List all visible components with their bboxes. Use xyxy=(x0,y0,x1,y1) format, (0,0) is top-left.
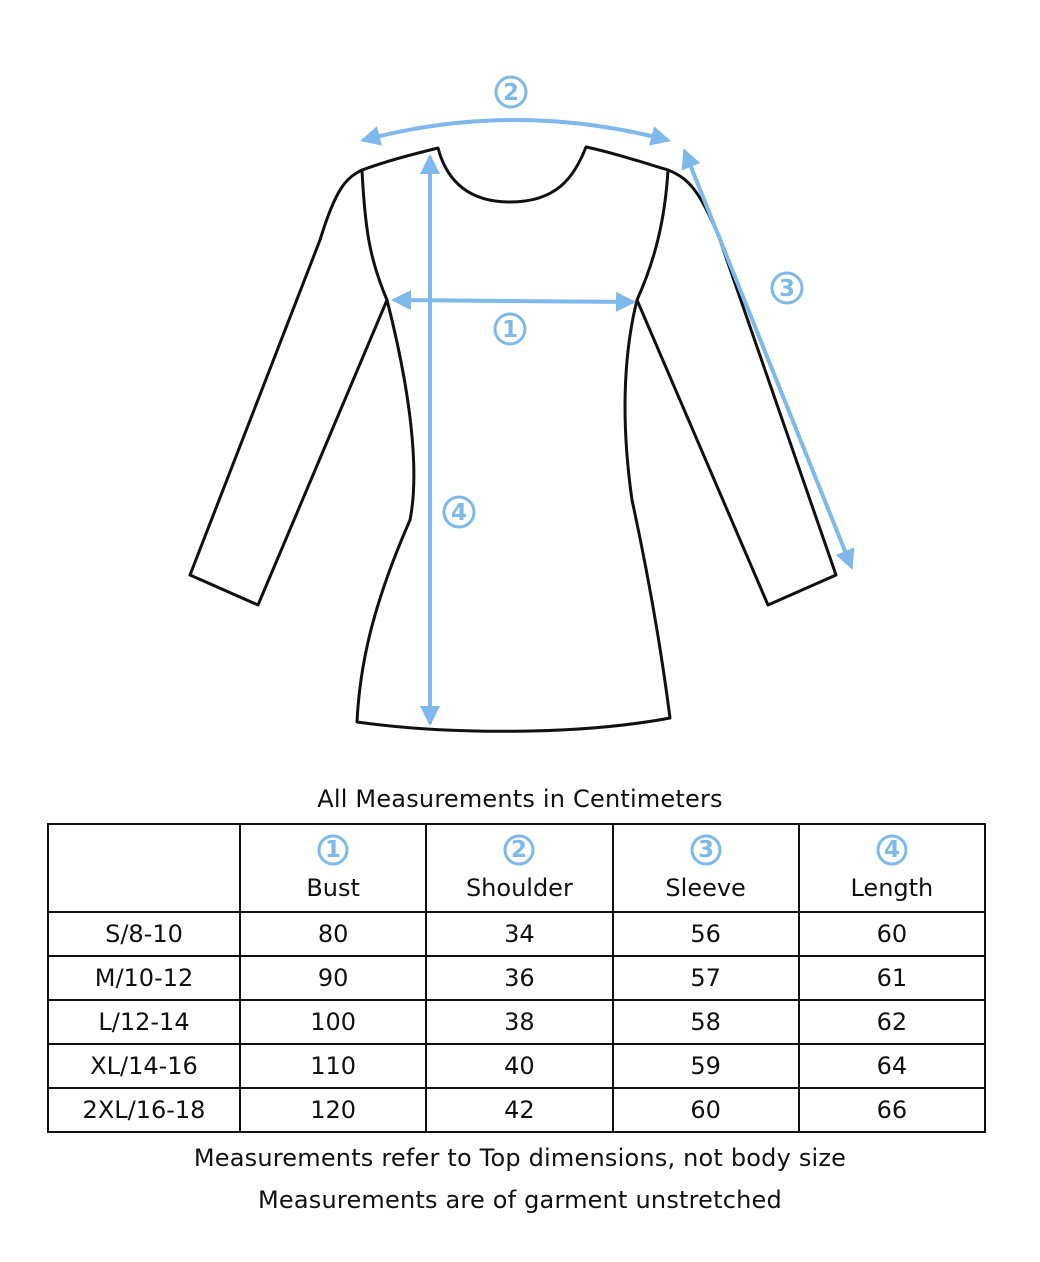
sleeve-cell: 57 xyxy=(613,956,799,1000)
marker-badge xyxy=(444,497,474,527)
length-cell: 61 xyxy=(799,956,985,1000)
svg-text:2: 2 xyxy=(511,837,528,863)
marker-1-icon xyxy=(316,833,350,867)
bust-cell: 100 xyxy=(240,1000,426,1044)
table-title: All Measurements in Centimeters xyxy=(317,785,723,813)
bust-cell: 110 xyxy=(240,1044,426,1088)
size-cell: S/8-10 xyxy=(48,912,240,956)
marker-4-icon xyxy=(875,833,909,867)
length-cell: 60 xyxy=(799,912,985,956)
header-sleeve-label: Sleeve xyxy=(665,874,746,902)
shoulder-cell: 40 xyxy=(426,1044,612,1088)
header-shoulder-label: Shoulder xyxy=(465,874,573,902)
marker-badge xyxy=(772,273,802,303)
shoulder-arrow xyxy=(364,120,667,140)
marker-badge xyxy=(496,77,526,107)
top-outline xyxy=(190,147,836,731)
size-cell: L/12-14 xyxy=(48,1000,240,1044)
note-unstretched: Measurements are of garment unstretched xyxy=(258,1186,782,1214)
marker-2-icon xyxy=(502,833,536,867)
header-sleeve xyxy=(613,824,799,912)
length-cell: 64 xyxy=(799,1044,985,1088)
table-row xyxy=(48,912,985,956)
shoulder-cell: 42 xyxy=(426,1088,612,1132)
top-body-outline xyxy=(357,147,670,731)
right-sleeve-outline xyxy=(637,170,836,605)
marker-1-label: 1 xyxy=(501,317,519,343)
left-sleeve-outline xyxy=(190,170,387,605)
size-chart-table xyxy=(47,823,986,1133)
header-length-label: Length xyxy=(850,874,934,902)
header-bust-label: Bust xyxy=(306,874,360,902)
shoulder-cell: 38 xyxy=(426,1000,612,1044)
shoulder-cell: 34 xyxy=(426,912,612,956)
header-shoulder xyxy=(426,824,612,912)
header-empty-cell xyxy=(48,824,240,912)
bust-cell: 90 xyxy=(240,956,426,1000)
length-cell: 66 xyxy=(799,1088,985,1132)
marker-2-label: 2 xyxy=(502,80,520,106)
size-cell: XL/14-16 xyxy=(48,1044,240,1088)
length-cell: 62 xyxy=(799,1000,985,1044)
table-row xyxy=(48,956,985,1000)
sleeve-arrow xyxy=(685,152,851,566)
size-cell: 2XL/16-18 xyxy=(48,1088,240,1132)
marker-4-label: 4 xyxy=(450,500,468,526)
table-row xyxy=(48,1088,985,1132)
header-bust xyxy=(240,824,426,912)
shoulder-cell: 36 xyxy=(426,956,612,1000)
sleeve-cell: 60 xyxy=(613,1088,799,1132)
marker-badge xyxy=(495,314,525,344)
header-length xyxy=(799,824,985,912)
table-header-row xyxy=(48,824,985,912)
svg-text:1: 1 xyxy=(325,837,342,863)
bust-cell: 80 xyxy=(240,912,426,956)
svg-text:3: 3 xyxy=(697,837,714,863)
note-dimensions: Measurements refer to Top dimensions, not body size xyxy=(193,1144,847,1172)
sleeve-cell: 59 xyxy=(613,1044,799,1088)
sleeve-cell: 56 xyxy=(613,912,799,956)
table-row xyxy=(48,1044,985,1088)
marker-3-label: 3 xyxy=(778,276,796,302)
sleeve-cell: 58 xyxy=(613,1000,799,1044)
svg-text:4: 4 xyxy=(883,837,900,863)
table-row xyxy=(48,1000,985,1044)
size-cell: M/10-12 xyxy=(48,956,240,1000)
marker-3-icon xyxy=(689,833,723,867)
bust-cell: 120 xyxy=(240,1088,426,1132)
